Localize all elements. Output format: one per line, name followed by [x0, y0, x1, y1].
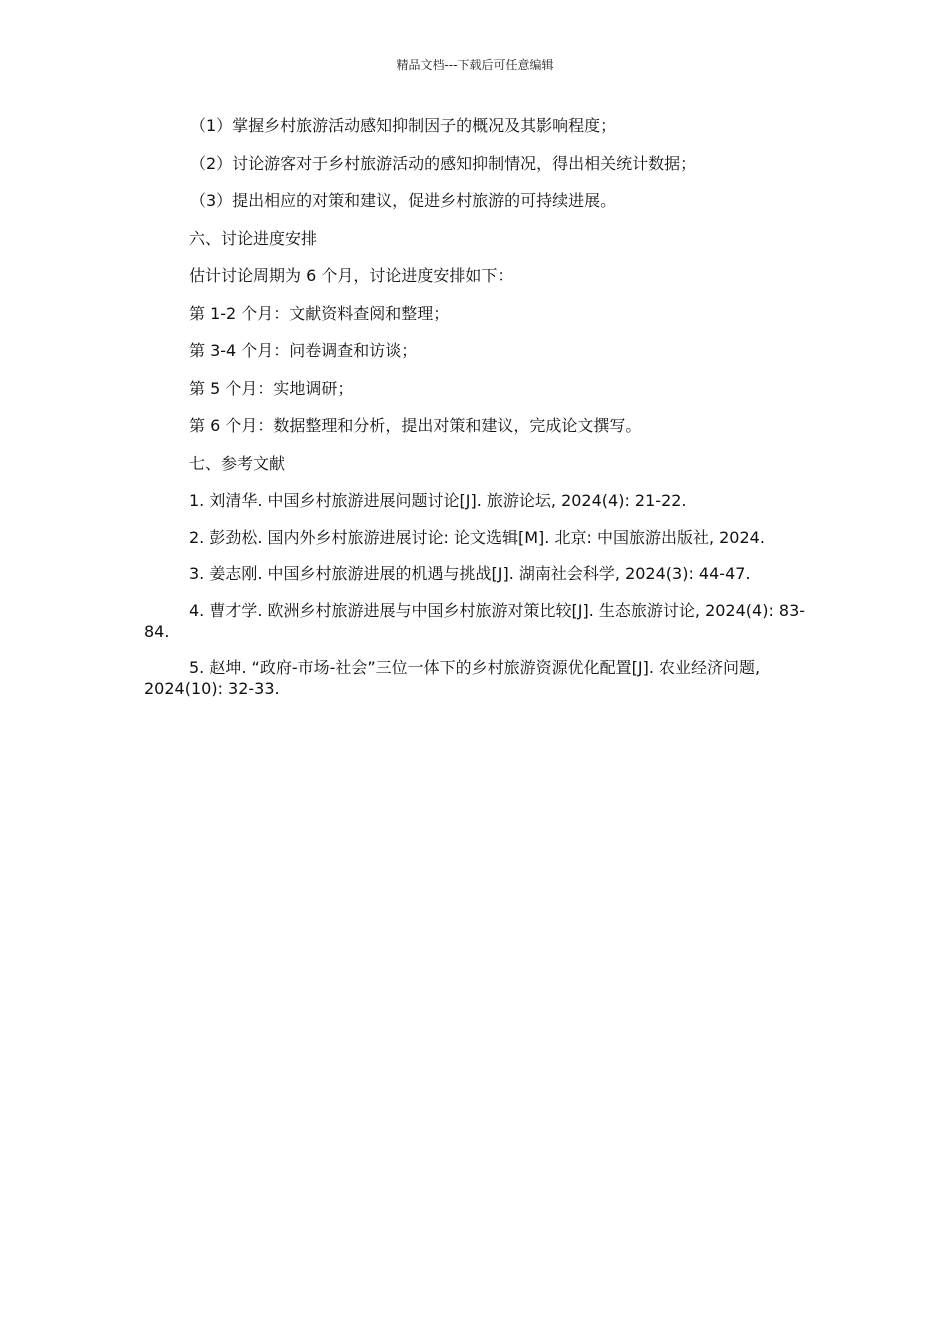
document-body [144, 115, 814, 715]
reference-item: 3. 姜志刚. 中国乡村旅游进展的机遇与挑战[J]. 湖南社会科学, 2024(3): 44-47. [189, 564, 751, 583]
schedule-item: 第 5 个月：实地调研； [189, 378, 354, 398]
schedule-intro: 估计讨论周期为 6 个月，讨论进度安排如下： [189, 266, 514, 285]
reference-item: 2. 彭劲松. 国内外乡村旅游进展讨论: 论文选辑[M]. 北京: 中国旅游出版社, 2024. [189, 527, 765, 547]
schedule-item: 第 3-4 个月：问卷调查和访谈； [189, 341, 418, 360]
reference-item: 1. 刘清华. 中国乡村旅游进展问题讨论[J]. 旅游论坛, 2024(4): 21-22. [189, 491, 687, 510]
objective-item: （3）提出相应的对策和建议，促进乡村旅游的可持续进展。 [190, 191, 617, 210]
schedule-item: 第 1-2 个月：文献资料查阅和整理； [189, 303, 450, 323]
page-header: 精品文档---下载后可任意编辑 [396, 58, 554, 72]
schedule-item: 第 6 个月：数据整理和分析，提出对策和建议，完成论文撰写。 [189, 416, 642, 435]
section-heading-references: 七、参考文献 [189, 453, 286, 473]
objective-item: （1）掌握乡村旅游活动感知抑制因子的概况及其影响程度； [190, 116, 617, 135]
reference-item: 5. 赵坤. “政府-市场-社会”三位一体下的乡村旅游资源优化配置[J]. 农业经济问题, 2024(10): 32-33. [144, 658, 761, 698]
reference-item: 4. 曹才学. 欧洲乡村旅游进展与中国乡村旅游对策比较[J]. 生态旅游讨论, 2024(4): 83-84. [144, 600, 806, 641]
section-heading-schedule: 六、讨论进度安排 [189, 228, 318, 248]
objective-item: （2）讨论游客对于乡村旅游活动的感知抑制情况，得出相关统计数据； [190, 153, 697, 173]
